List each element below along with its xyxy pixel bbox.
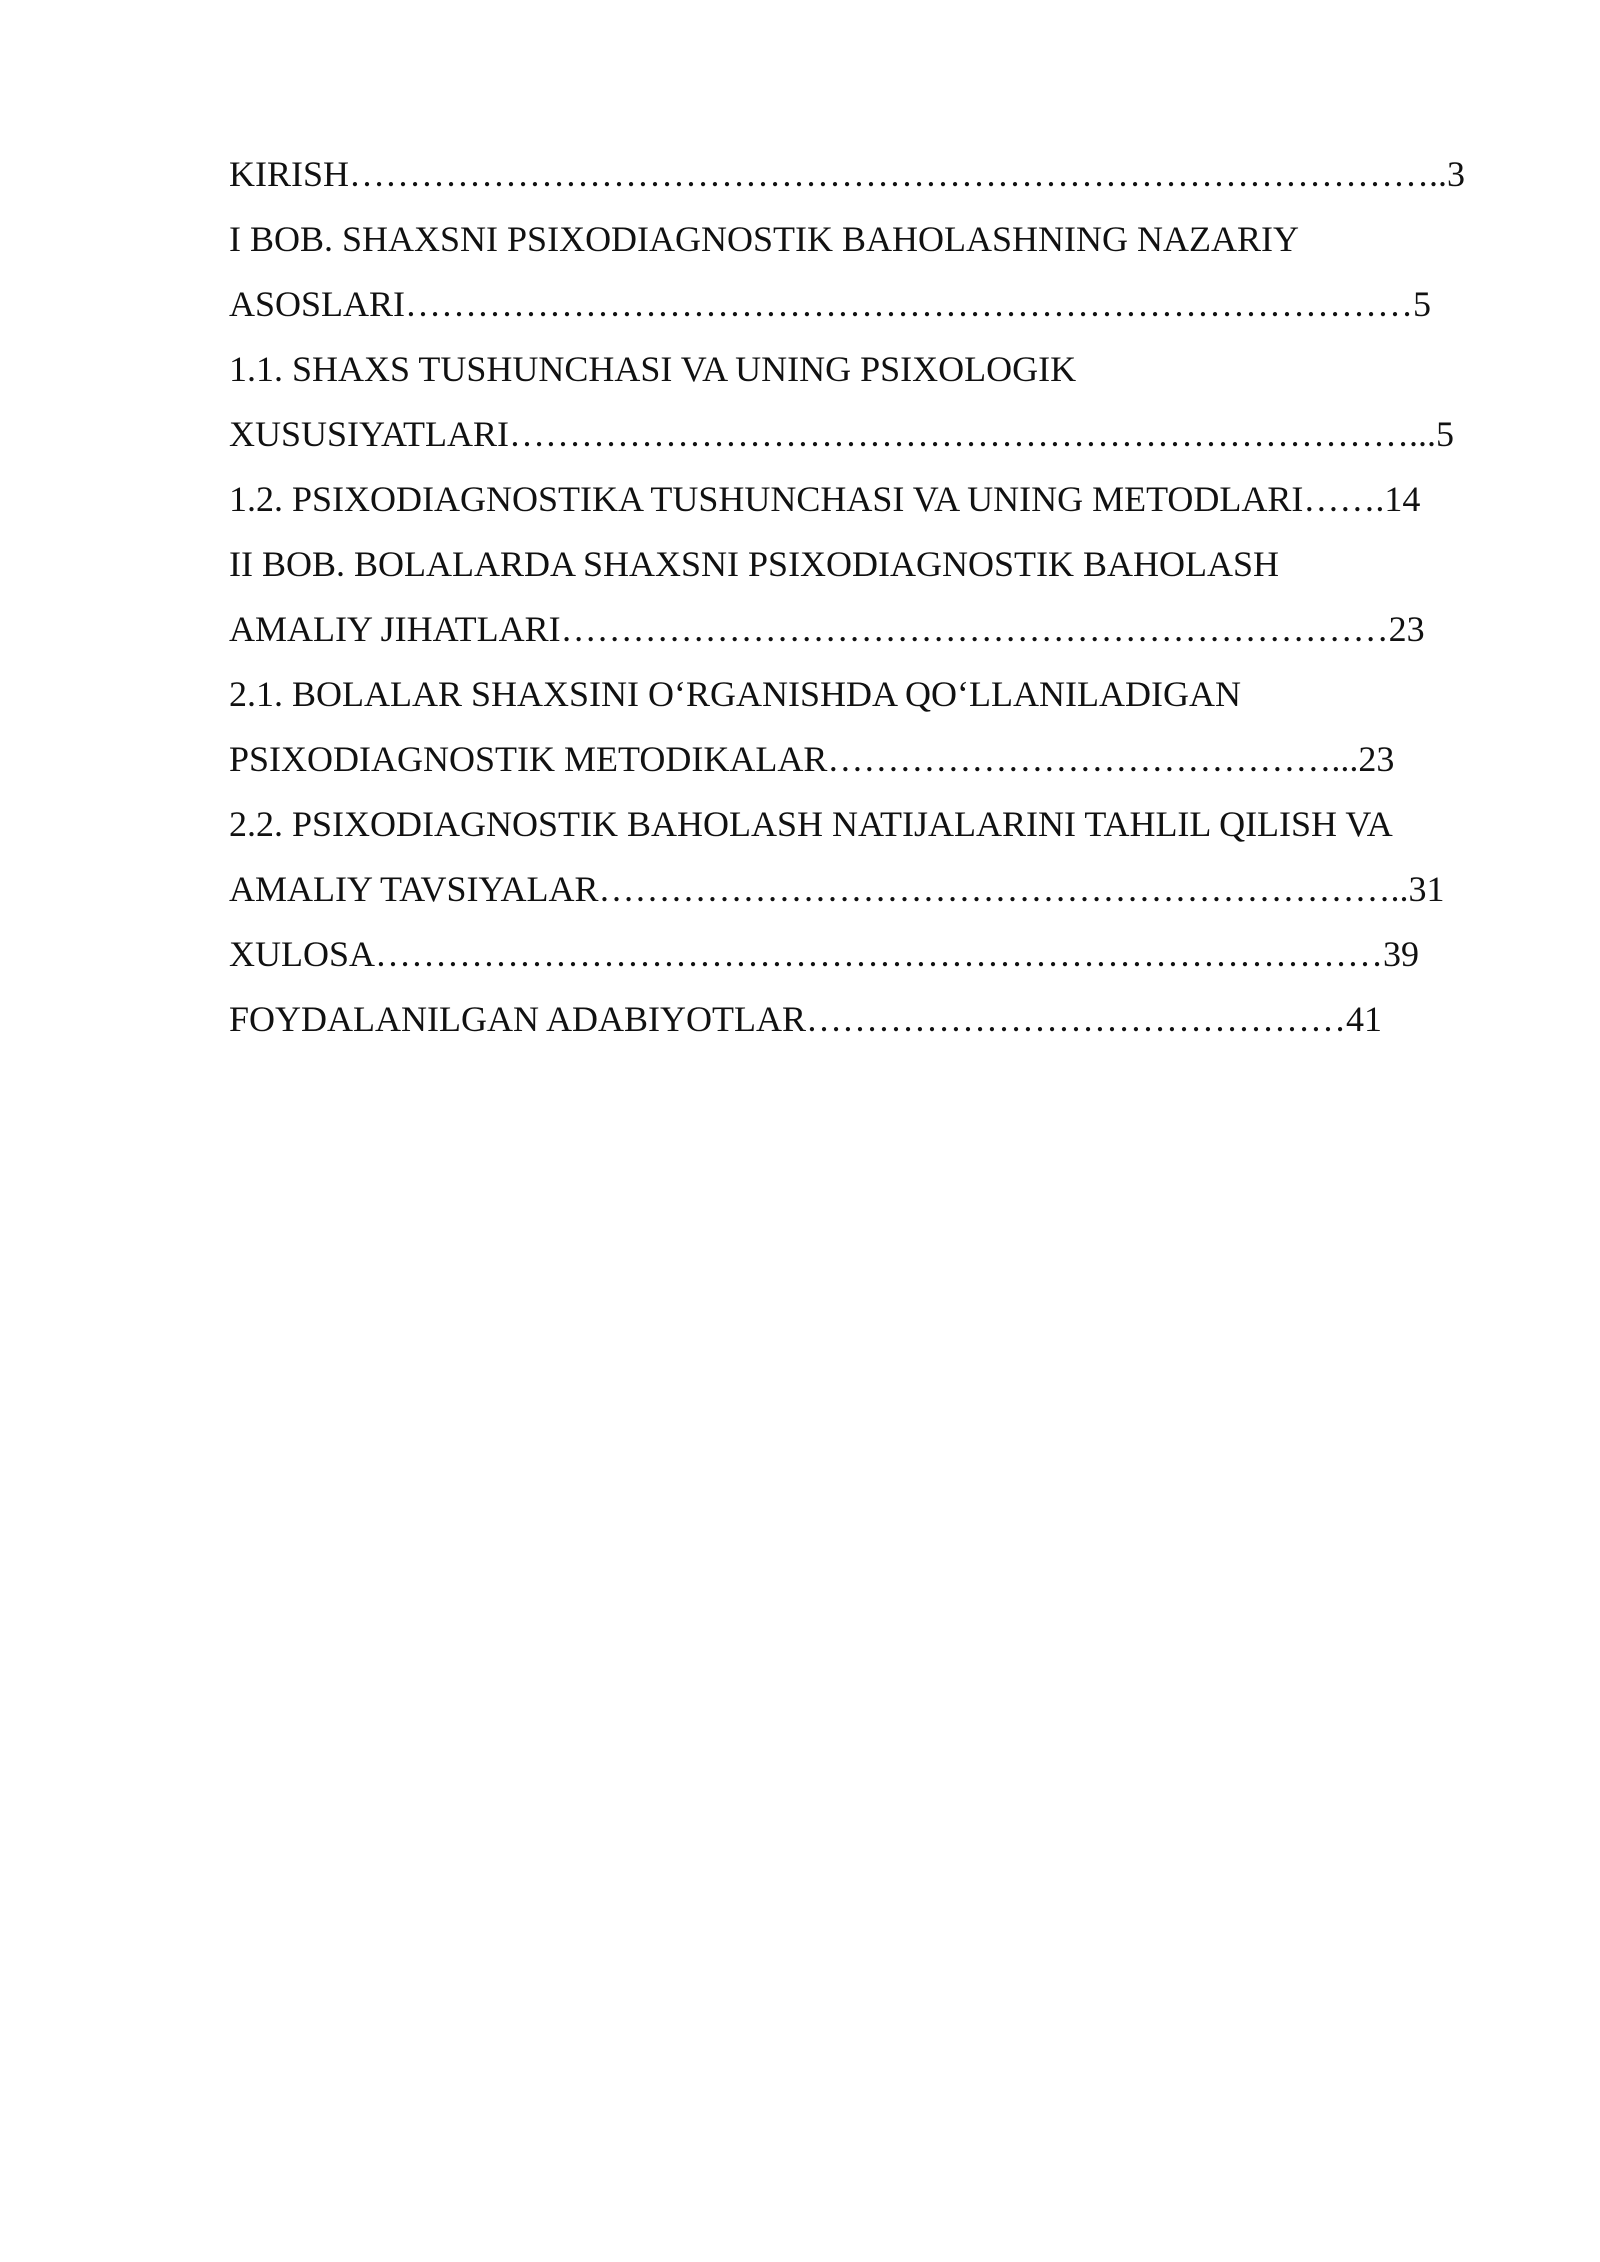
- table-of-contents: [229, 142, 1489, 1052]
- toc-entry-section-1-1-title: 1.1. SHAXS TUSHUNCHASI VA UNING PSIXOLOGIK: [229, 349, 1077, 389]
- toc-entry-references: FOYDALANILGAN ADABIYOTLAR………………………………………41: [229, 999, 1382, 1039]
- toc-entry-section-1-1-title-cont: XUSUSIYATLARI…………………………………………………………………...5: [229, 414, 1455, 454]
- toc-entry-xulosa: XULOSA…………………………………………………………………………39: [229, 934, 1420, 974]
- toc-entry-chapter-1-title: I BOB. SHAXSNI PSIXODIAGNOSTIK BAHOLASHNING NAZARIY: [229, 219, 1300, 259]
- toc-entry-chapter-2-title: II BOB. BOLALARDA SHAXSNI PSIXODIAGNOSTIK BAHOLASH: [229, 544, 1280, 584]
- toc-entry-section-2-2-title: 2.2. PSIXODIAGNOSTIK BAHOLASH NATIJALARINI TAHLIL QILISH VA: [229, 804, 1393, 844]
- toc-entry-section-1-2: 1.2. PSIXODIAGNOSTIKA TUSHUNCHASI VA UNING METODLARI…….14: [229, 479, 1421, 519]
- toc-entry-section-2-1-title-cont: PSIXODIAGNOSTIK METODIKALAR……………………………………...23: [229, 739, 1395, 779]
- toc-entry-chapter-1-title-cont: ASOSLARI…………………………………………………………………………5: [229, 284, 1432, 324]
- toc-entry-kirish: KIRISH………………………………………………………………………………..3: [229, 154, 1466, 194]
- toc-entry-section-2-1-title: 2.1. BOLALAR SHAXSINI O‘RGANISHDA QO‘LLANILADIGAN: [229, 674, 1241, 714]
- toc-entry-section-2-2-title-cont: AMALIY TAVSIYALAR…………………………………………………………..31: [229, 869, 1445, 909]
- toc-entry-chapter-2-title-cont: AMALIY JIHATLARI……………………………………………………………23: [229, 609, 1425, 649]
